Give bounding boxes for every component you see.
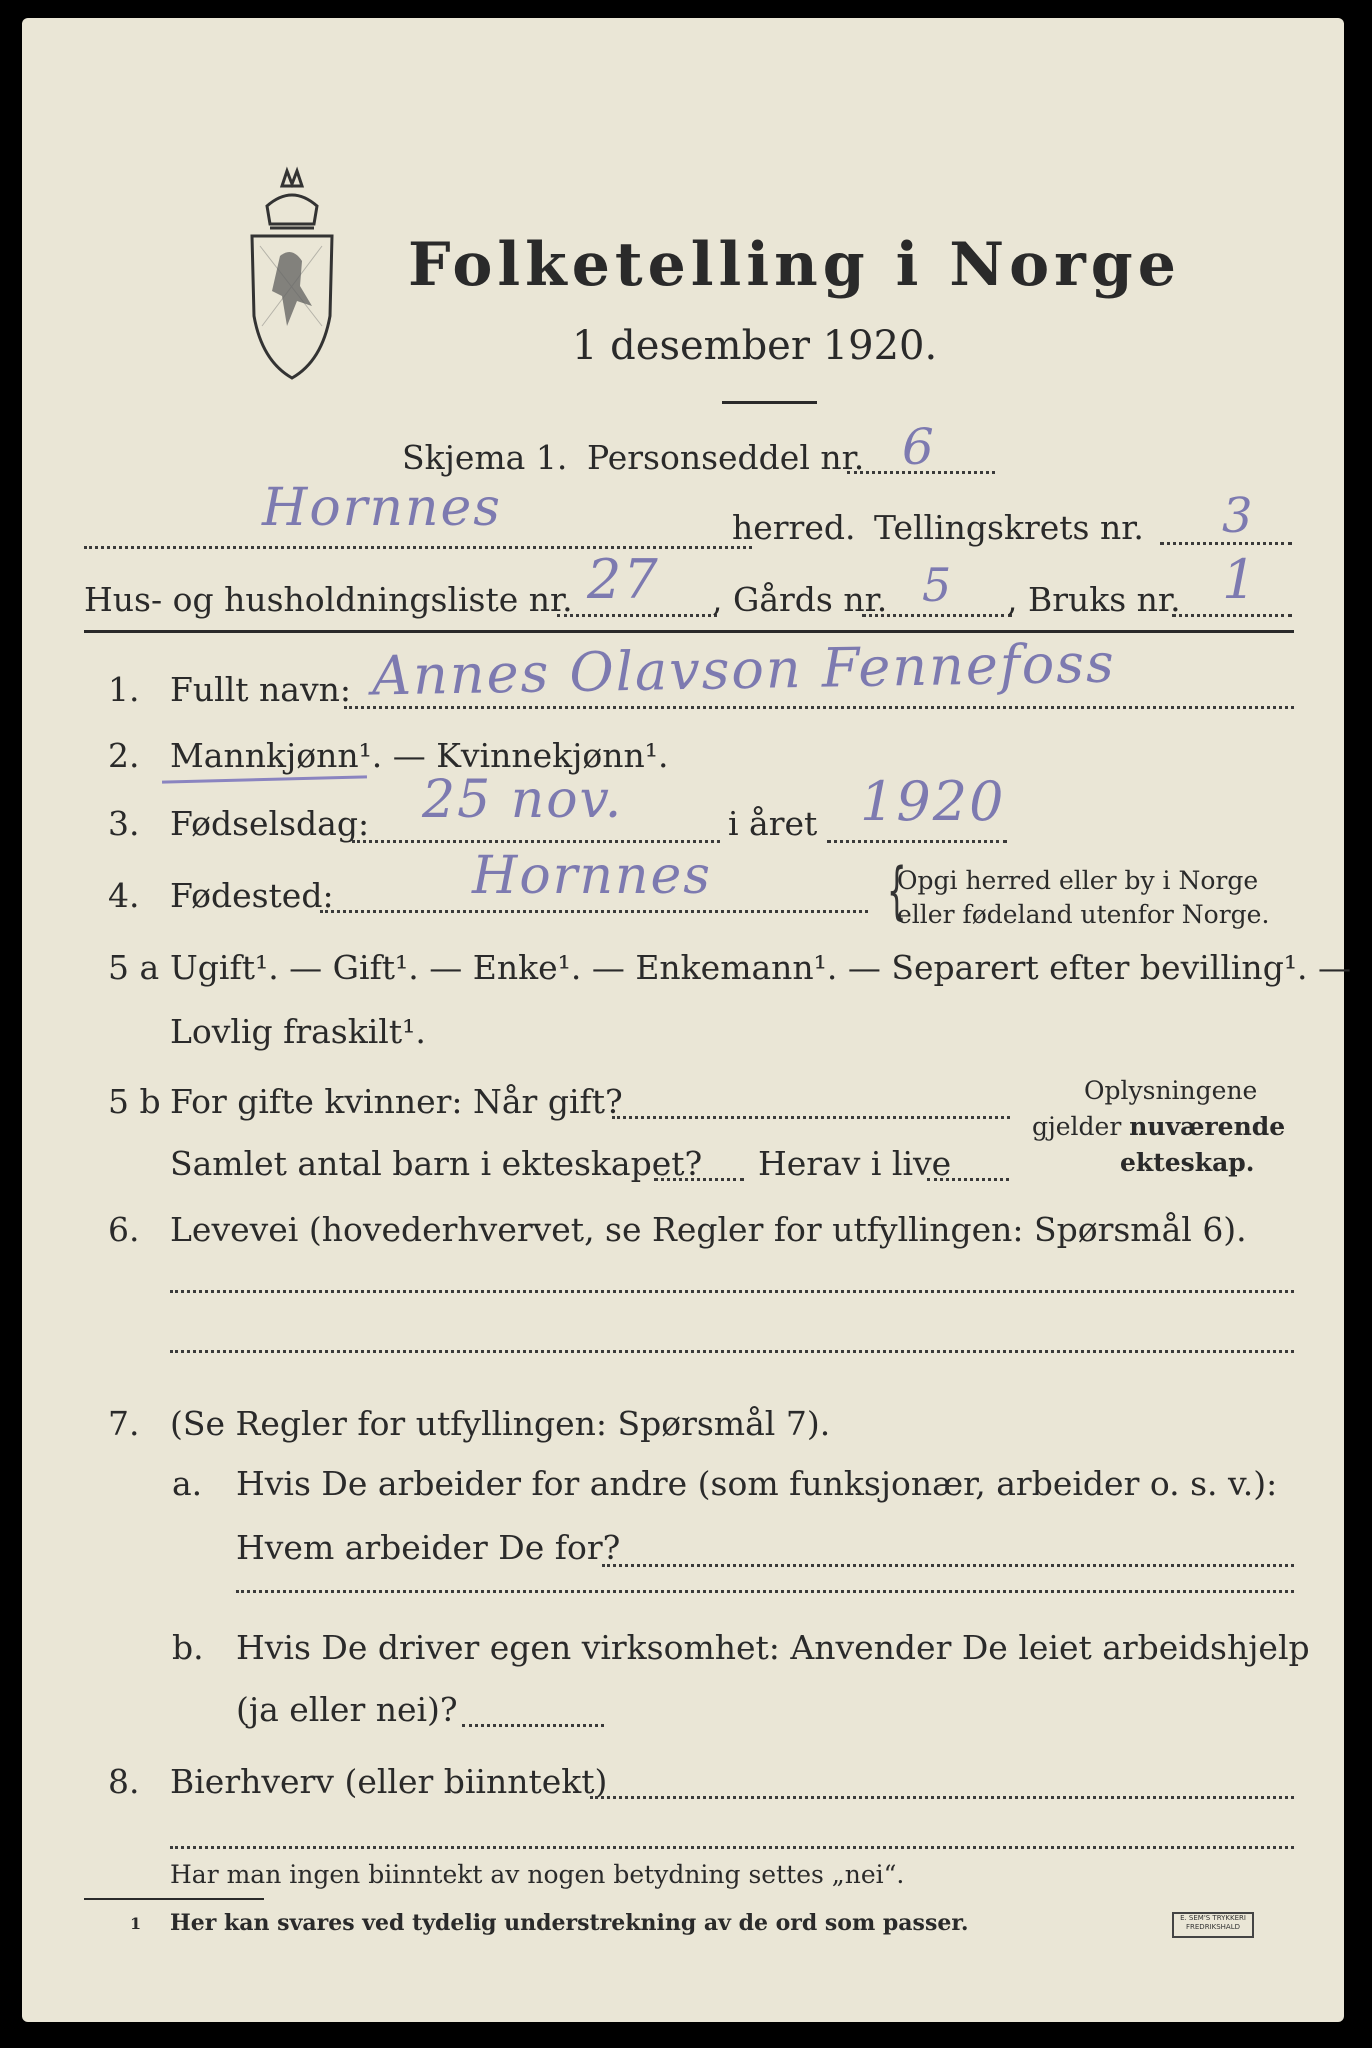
q7a-line1: Hvis De arbeider for andre (som funksjonær, arbeider o. s. v.): [236, 1464, 1278, 1503]
tellingskrets-value: 3 [1222, 488, 1255, 544]
q3-line [352, 840, 720, 843]
q6-line1 [170, 1290, 1294, 1293]
gards-value: 5 [922, 558, 954, 612]
q5a-line2: Lovlig fraskilt¹. [170, 1012, 426, 1051]
q5b-children-line [654, 1178, 744, 1181]
q5b-note-line2 [1032, 1112, 1285, 1141]
q6-label: Levevei (hovederhvervet, se Regler for utfyllingen: Spørsmål 6). [170, 1210, 1247, 1249]
tellingskrets-label: Tellingskrets nr. [874, 508, 1144, 547]
q5b-note-line3: ekteskap. [1120, 1148, 1255, 1177]
q2-number: 2. [108, 736, 140, 775]
q7b-answer-line [462, 1724, 604, 1727]
q7a-letter: a. [172, 1464, 203, 1503]
herred-label: herred. [732, 508, 856, 547]
husholdning-line [557, 614, 717, 617]
form-title: Folketelling i Norge [408, 230, 1181, 300]
q2-kvinnekjonn: Kvinnekjønn¹. [436, 736, 669, 775]
census-form-page [22, 18, 1352, 2022]
q6-number: 6. [108, 1210, 140, 1249]
husholdning-value: 27 [587, 548, 660, 611]
q2-separator: — [382, 736, 437, 775]
q5a-line1: Ugift¹. — Gift¹. — Enke¹. — Enkemann¹. — Separert efter bevilling¹. — [170, 948, 1352, 987]
q2-mannkjonn: Mannkjønn¹. [170, 736, 383, 775]
bruks-line [1172, 614, 1292, 617]
q8-line1 [590, 1796, 1294, 1799]
q3-number: 3. [108, 804, 140, 843]
q7a-employer-line [602, 1564, 1294, 1567]
q1-label: Fullt navn: [170, 670, 351, 709]
personseddel-label: Personseddel nr. [587, 438, 865, 477]
q3-aret-label: i året [728, 804, 818, 843]
q7b-letter: b. [172, 1628, 204, 1667]
skjema-label: Skjema 1. [402, 438, 568, 477]
q4-line [320, 910, 868, 913]
printer-stamp [1172, 1912, 1254, 1938]
gards-label: , Gårds nr. [712, 580, 888, 619]
q5b-note-line1: Oplysningene [1084, 1076, 1258, 1105]
printer-stamp-line2: FREDRIKSHALD [1185, 1923, 1240, 1931]
gards-line [862, 614, 1012, 617]
q7b-line1: Hvis De driver egen virksomhet: Anvender De leiet arbeidshjelp [236, 1628, 1310, 1667]
q7-number: 7. [108, 1404, 140, 1443]
q5b-note-nuvaerende: nuværende [1129, 1112, 1286, 1141]
q5b-label-alive: Herav i live [758, 1144, 952, 1183]
q6-line2 [170, 1350, 1294, 1353]
q4-brace: { [886, 854, 907, 927]
footnote-separator [84, 1898, 264, 1900]
footnote-text: Her kan svares ved tydelig understrekning av de ord som passer. [170, 1910, 969, 1936]
q1-value: Annes Olavson Fennefoss [371, 631, 1117, 708]
q5b-note-gjelder: gjelder [1032, 1112, 1122, 1141]
q3-value: 25 nov. [422, 770, 624, 830]
q1-number: 1. [108, 670, 140, 709]
q3-aret-line [827, 840, 1007, 843]
q7-label: (Se Regler for utfyllingen: Spørsmål 7). [170, 1404, 831, 1443]
q4-note-line1: Opgi herred eller by i Norge [897, 866, 1259, 895]
printer-stamp-line1: E. SEM'S TRYKKERI [1180, 1914, 1246, 1922]
q5b-label-when-married: For gifte kvinner: Når gift? [170, 1082, 623, 1121]
bruks-label: , Bruks nr. [1007, 580, 1181, 619]
husholdning-label: Hus- og husholdningsliste nr. [84, 580, 573, 619]
q5b-when-married-line [612, 1116, 1010, 1119]
q1-line [344, 706, 1294, 709]
q4-note-line2: eller fødeland utenfor Norge. [897, 900, 1270, 929]
q8-number: 8. [108, 1762, 140, 1801]
q3-label: Fødselsdag: [170, 804, 370, 843]
q5a-number: 5 a [108, 948, 160, 987]
q4-number: 4. [108, 876, 140, 915]
norway-coat-of-arms-icon [242, 166, 342, 386]
q4-value: Hornnes [472, 846, 712, 906]
census-date: 1 desember 1920. [572, 323, 938, 369]
q8-line2 [170, 1846, 1294, 1849]
q5b-alive-line [927, 1178, 1009, 1181]
q2-mannkjonn-underline [162, 775, 367, 783]
personseddel-value: 6 [902, 418, 936, 476]
bruks-value: 1 [1222, 548, 1259, 611]
q5b-label-children: Samlet antal barn i ekteskapet? [170, 1144, 703, 1183]
q3-aret-value: 1920 [860, 770, 1006, 833]
q4-label: Fødested: [170, 876, 334, 915]
q7a-line2: Hvem arbeider De for? [236, 1528, 621, 1567]
q7b-line2: (ja eller nei)? [236, 1690, 458, 1729]
q5b-number: 5 b [108, 1082, 161, 1121]
herred-value: Hornnes [262, 478, 502, 538]
q7a-extra-line [236, 1590, 1294, 1593]
footnote-mark: 1 [130, 1914, 142, 1933]
title-divider [722, 401, 817, 404]
q8-label: Bierhverv (eller biinntekt) [170, 1762, 608, 1801]
q8-note: Har man ingen biinntekt av nogen betydning settes „nei“. [170, 1860, 905, 1889]
